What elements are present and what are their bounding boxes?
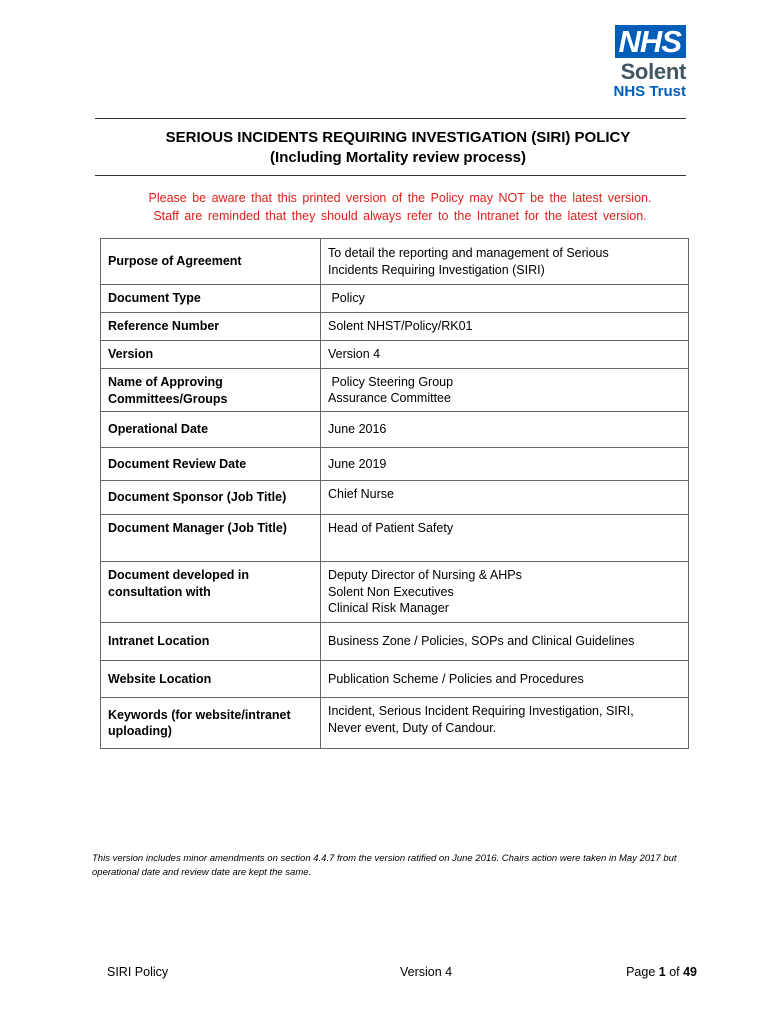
table-row — [101, 341, 689, 369]
row-label: Reference Number — [101, 313, 321, 341]
amendment-footnote: This version includes minor amendments on section 4.4.7 from the version ratified on June 2016. Chairs action were taken in May 2017 but operational date and review date are kept the same. — [92, 853, 677, 878]
table-row — [101, 412, 689, 448]
table-row — [101, 285, 689, 313]
title-line-2: (Including Mortality review process) — [270, 149, 526, 166]
row-value: Solent NHST/Policy/RK01 — [321, 313, 689, 341]
table-row — [101, 515, 689, 562]
row-value: Deputy Director of Nursing & AHPs Solent Non Executives Clinical Risk Manager — [321, 562, 689, 623]
row-value: Policy — [321, 285, 689, 313]
row-label: Document Manager (Job Title) — [101, 515, 321, 562]
row-value: To detail the reporting and management of Serious Incidents Requiring Investigation (SIRI) — [321, 239, 689, 285]
nhs-solent-logo — [580, 25, 686, 100]
table-row — [101, 369, 689, 412]
row-value: Head of Patient Safety — [321, 515, 689, 562]
row-label: Operational Date — [101, 412, 321, 448]
table-row — [101, 481, 689, 515]
row-label: Name of Approving Committees/Groups — [101, 369, 321, 412]
document-title — [95, 128, 701, 168]
footer-page-number: Page 1 of 49 — [626, 965, 697, 979]
row-label: Keywords (for website/intranet uploading) — [101, 698, 321, 749]
footer-version: Version 4 — [400, 965, 453, 979]
row-value: Incident, Serious Incident Requiring Investigation, SIRI, Never event, Duty of Candour. — [321, 698, 689, 749]
notice-line-2: Staff are reminded that they should always refer to the Intranet for the latest version. — [153, 209, 647, 223]
nhs-logo-mark: NHS — [615, 25, 686, 58]
table-row — [101, 698, 689, 749]
row-value: Policy Steering Group Assurance Committee — [321, 369, 689, 412]
row-label: Document Type — [101, 285, 321, 313]
row-value: June 2016 — [321, 412, 689, 448]
notice-line-1: Please be aware that this printed version of the Policy may NOT be the latest version. — [148, 191, 652, 205]
row-label: Document Review Date — [101, 448, 321, 481]
table-row — [101, 239, 689, 285]
logo-trust-name: NHS Trust — [613, 83, 686, 100]
row-value: Chief Nurse — [321, 481, 689, 515]
table-row — [101, 623, 689, 661]
row-label: Intranet Location — [101, 623, 321, 661]
table-row — [101, 313, 689, 341]
row-label: Purpose of Agreement — [101, 239, 321, 285]
row-label: Version — [101, 341, 321, 369]
row-value: Publication Scheme / Policies and Procedures — [321, 661, 689, 698]
table-row — [101, 661, 689, 698]
row-label: Website Location — [101, 661, 321, 698]
footer-doc-name: SIRI Policy — [107, 965, 169, 979]
document-info-table — [100, 238, 689, 749]
version-notice — [90, 189, 710, 225]
row-value: June 2019 — [321, 448, 689, 481]
table-row — [101, 562, 689, 623]
top-divider — [95, 118, 686, 119]
table-row — [101, 448, 689, 481]
row-value: Version 4 — [321, 341, 689, 369]
title-divider — [95, 175, 686, 176]
row-value: Business Zone / Policies, SOPs and Clinical Guidelines — [321, 623, 689, 661]
logo-org-name: Solent — [620, 59, 686, 84]
row-label: Document Sponsor (Job Title) — [101, 481, 321, 515]
row-label: Document developed in consultation with — [101, 562, 321, 623]
title-line-1: SERIOUS INCIDENTS REQUIRING INVESTIGATION (SIRI) POLICY — [165, 129, 631, 146]
